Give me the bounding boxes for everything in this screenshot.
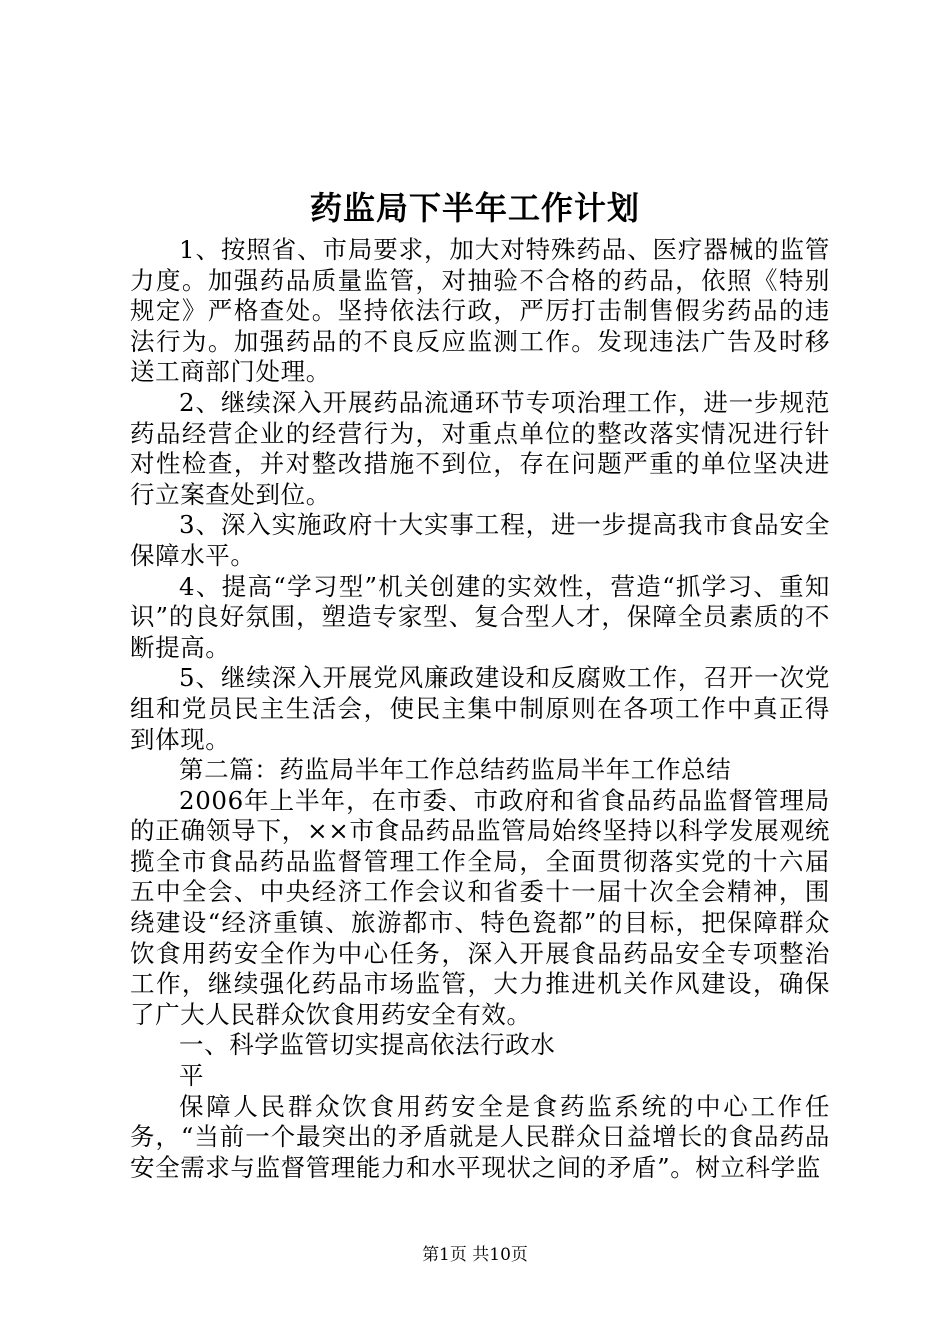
section-heading-one-continued: 平 <box>179 1061 205 1091</box>
paragraph-section-one-body: 保障人民群众饮食用药安全是食药监系统的中心工作任务，“当前一个最突出的矛盾就是人民群众日益增长的食品药品安全需求与监督管理能力和水平现状之间的矛盾”。树立科学监 <box>130 1091 830 1182</box>
paragraph-item-2: 2、继续深入开展药品流通环节专项治理工作，进一步规范药品经营企业的经营行为，对重点单位的整改落实情况进行针对性检查，并对整改措施不到位，存在问题严重的单位坚决进行立案查处到位。 <box>130 387 830 509</box>
paragraph-item-3: 3、深入实施政府十大实事工程，进一步提高我市食品安全保障水平。 <box>130 510 830 570</box>
page-number-footer: 第1页 共10页 <box>422 1245 528 1265</box>
paragraph-item-5: 5、继续深入开展党风廉政建设和反腐败工作，召开一次党组和党员民主生活会，使民主集中制原则在各项工作中真正得到体现。 <box>130 663 830 754</box>
section-heading-part-two: 第二篇：药监局半年工作总结药监局半年工作总结 <box>179 755 732 785</box>
paragraph-item-4: 4、提高“学习型”机关创建的实效性，营造“抓学习、重知识”的良好氛围，塑造专家型、复合型人才，保障全员素质的不断提高。 <box>130 571 830 662</box>
document-title: 药监局下半年工作计划 <box>309 189 640 227</box>
paragraph-summary-intro: 2006年上半年，在市委、市政府和省食品药品监督管理局的正确领导下，××市食品药品监管局始终坚持以科学发展观统揽全市食品药品监督管理工作全局，全面贯彻落实党的十六届五中全会、中央经济工作会议和省委十一届十次全会精神，围绕建设“经济重镇、旅游都市、特色瓷都”的目标，把保障群众饮食用药安全作为中心任务，深入开展食品药品安全专项整治工作，继续强化药品市场监管，大力推进机关作风建设，确保了广大人民群众饮食用药安全有效。 <box>130 785 830 1029</box>
paragraph-item-1: 1、按照省、市局要求，加大对特殊药品、医疗器械的监管力度。加强药品质量监管，对抽验不合格的药品，依照《特别规定》严格查处。坚持依法行政，严厉打击制售假劣药品的违法行为。加强药品的不良反应监测工作。发现违法广告及时移送工商部门处理。 <box>130 235 830 387</box>
document-body <box>130 235 830 1183</box>
section-heading-one: 一、科学监管切实提高依法行政水 <box>179 1030 556 1060</box>
